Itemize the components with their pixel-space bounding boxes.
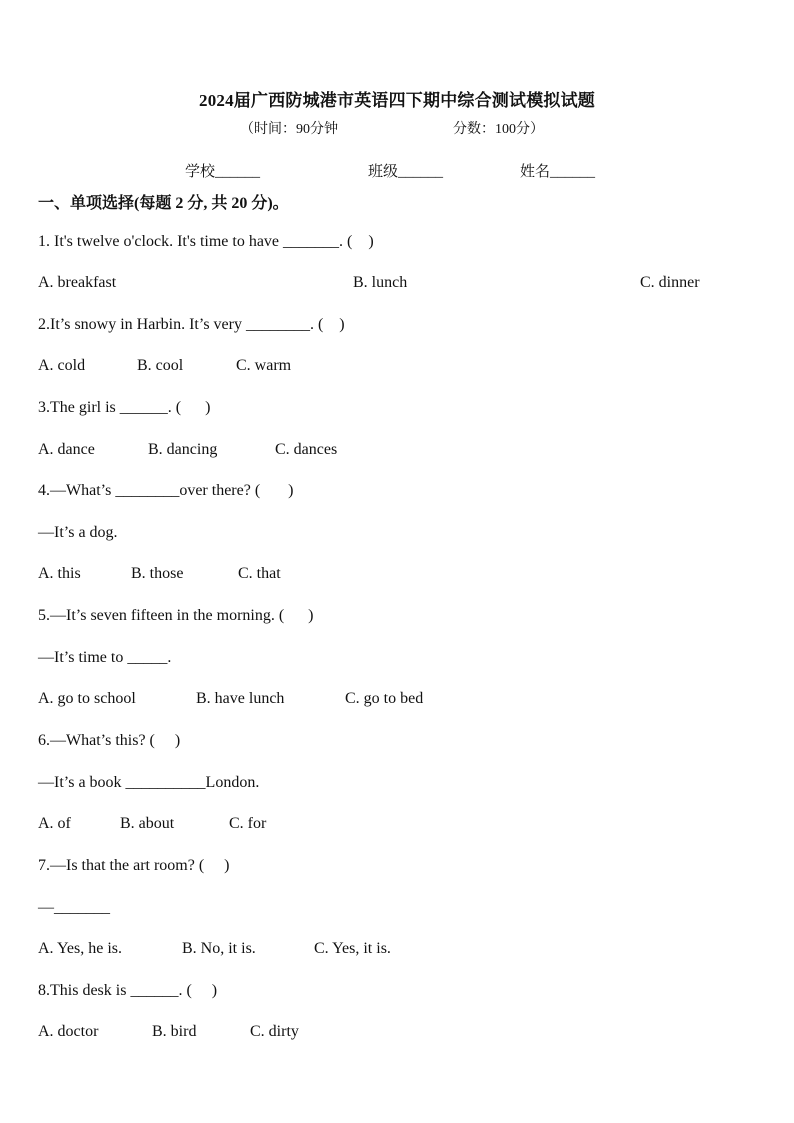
option-c[interactable]: C. Yes, it is. xyxy=(314,940,391,957)
option-a[interactable]: A. doctor xyxy=(38,1023,99,1040)
name-field[interactable]: 姓名______ xyxy=(520,164,596,180)
question-stem: 7.—Is that the art room? ( ) xyxy=(38,857,230,874)
question-stem: 5.—It’s seven fifteen in the morning. ( ) xyxy=(38,607,314,624)
question-stem: 4.—What’s ________over there? ( ) xyxy=(38,482,294,499)
option-b[interactable]: B. cool xyxy=(137,357,184,374)
option-b[interactable]: B. about xyxy=(120,815,175,832)
option-c[interactable]: C. dirty xyxy=(250,1023,299,1040)
exam-title: 2024届广西防城港市英语四下期中综合测试模拟试题 xyxy=(199,91,595,110)
option-a[interactable]: A. cold xyxy=(38,357,86,374)
question-stem: 1. It's twelve o'clock. It's time to have _______. ( ) xyxy=(38,233,374,250)
option-a[interactable]: A. this xyxy=(38,565,81,582)
option-a[interactable]: A. of xyxy=(38,815,71,832)
exam-score: 分数：100分） xyxy=(453,122,544,137)
option-c[interactable]: C. for xyxy=(229,815,267,832)
question-stem: 3.The girl is ______. ( ) xyxy=(38,399,211,416)
option-a[interactable]: A. Yes, he is. xyxy=(38,940,123,957)
option-a[interactable]: A. go to school xyxy=(38,690,136,707)
option-b[interactable]: B. lunch xyxy=(353,274,408,291)
option-c[interactable]: C. dances xyxy=(275,441,338,458)
option-c[interactable]: C. go to bed xyxy=(345,690,424,707)
exam-time: （时间：90分钟 xyxy=(240,122,338,137)
option-a[interactable]: A. dance xyxy=(38,441,95,458)
answer-line: —It’s time to _____. xyxy=(38,649,172,666)
question-stem: 2.It’s snowy in Harbin. It’s very ________. ( ) xyxy=(38,316,345,333)
option-b[interactable]: B. have lunch xyxy=(196,690,285,707)
section-title: 一、单项选择(每题 2 分, 共 20 分)。 xyxy=(38,195,289,212)
option-a[interactable]: A. breakfast xyxy=(38,274,117,291)
answer-line: —_______ xyxy=(38,899,110,916)
option-b[interactable]: B. dancing xyxy=(148,441,218,458)
option-b[interactable]: B. bird xyxy=(152,1023,197,1040)
question-stem: 6.—What’s this? ( ) xyxy=(38,732,181,749)
answer-line: —It’s a dog. xyxy=(38,524,118,541)
option-b[interactable]: B. No, it is. xyxy=(182,940,256,957)
option-b[interactable]: B. those xyxy=(131,565,184,582)
school-field[interactable]: 学校______ xyxy=(185,164,261,180)
option-c[interactable]: C. that xyxy=(238,565,281,582)
class-field[interactable]: 班级______ xyxy=(368,164,444,180)
option-c[interactable]: C. dinner xyxy=(640,274,700,291)
answer-line: —It’s a book __________London. xyxy=(38,774,260,791)
option-c[interactable]: C. warm xyxy=(236,357,292,374)
question-stem: 8.This desk is ______. ( ) xyxy=(38,982,218,999)
